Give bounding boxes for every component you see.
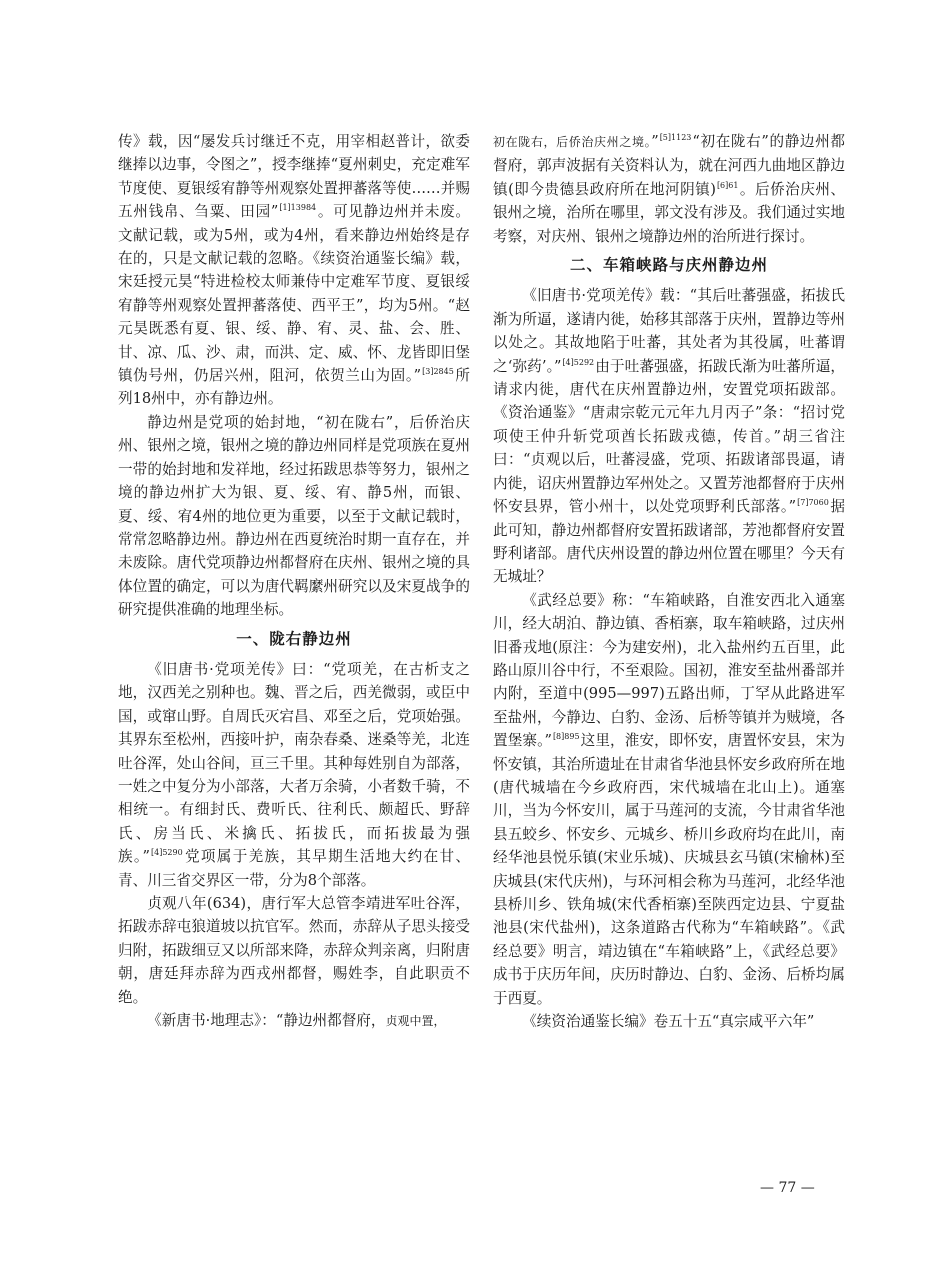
section-heading: 一、陇右静边州 [236,629,352,648]
paragraph: 初在陇右，后侨治庆州之境。”$^{[5]1123}$“初在陇右”的静边州都督府，郭声波据有关资料认为，就在河西九曲地区静边镇(即今贵德县政府所在地河阴镇)$^{[6]61}$。后侨治庆州、银州之境，治所在哪里，郭文没有涉及。我们通过实地考察，对庆州、银州之境静边州的治所进行探讨。 [493,133,845,245]
paragraph: 传》载，因“屡发兵讨继迁不克，用宰相赵普计，欲委继捧以边事，令图之”，授李继捧“夏州刺史，充定难军节度使、夏银绥宥静等州观察处置押蕃落等使……并赐五州钱帛、刍粟、田园”$^{[1]13984}$。可见静边州并未废。文献记载，或为5州，或为4州，看来静边州始终是存在的，只是文献记载的忽略。《续资治通鉴长编》载，宋廷授元昊“特进检校太师兼侍中定难军节度、夏银绥宥静等州观察处置押蕃落使、西平王”，均为5州。“赵元昊既悉有夏、银、绥、静、宥、灵、盐、会、胜、甘、凉、瓜、沙、肃，而洪、定、威、怀、龙皆即旧堡镇伪号州，仍居兴州，阻河，依贺兰山为固。”$^{[3]2845}$所列18州中，亦有静边州。 [118,133,470,408]
right-column [493,130,845,1033]
page-number: — 77 — [760,1180,815,1196]
citation: [4]5290 [150,848,183,858]
inline-note: 贞观中置， [385,1014,446,1029]
paragraph: 《旧唐书·党项羌传》载：“其后吐蕃强盛，拓拔氏渐为所逼，遂请内徙，始移其部落于庆州，置静边等州以处之。其故地陷于吐蕃，其处者为其役属，吐蕃谓之‘弥药’。”$^{[4]5292}$由于吐蕃强盛，拓跋氏渐为吐蕃所逼，请求内徙，唐代在庆州置静边州，安置党项拓跋部。《资治通鉴》“唐肃宗乾元元年九月丙子”条：“招讨党项使王仲升斩党项酋长拓跋戎德，传首。”胡三省注曰：“贞观以后，吐蕃浸盛，党项、拓跋诸部畏逼，请内徙，诏庆州置静边军州处之。又置芳池都督府于庆州怀安县界，管小州十，以处党项野利氏部落。”$^{[7]7060}$据此可知，静边州都督府安置拓跋诸部，芳池都督府安置野利诸部。唐代庆州设置的静边州位置在哪里？今天有无城址？ [493,287,845,586]
inline-note: 初在陇右，后侨治庆州之境。 [493,135,652,149]
paragraph: 《旧唐书·党项羌传》曰：“党项羌，在古析支之地，汉西羌之别种也。魏、晋之后，西羌微弱，或臣中国，或窜山野。自周氏灭宕昌、邓至之后，党项始强。其界东至松州，西接叶护，南杂春桑、迷桑等羌，北连吐谷浑，处山谷间，亘三千里。其种每姓别自为部落，一姓之中复分为小部落，大者万余骑，小者数千骑，不相统一。有细封氏、费听氏、往利氏、颇超氏、野辞氏、房当氏、米擒氏、拓拔氏，而拓拔最为强族。”$^{[4]5290}$党项属于羌族，其早期生活地大约在甘、青、川三省交界区一带，分为8个部落。 [118,660,470,889]
paragraph: 贞观八年(634)，唐行军大总管李靖进军吐谷浑，拓跋赤辞屯狼道坡以抗官军。然而，赤辞从子思头接受归附，拓跋细豆又以所部来降，赤辞众判亲离，归附唐朝，唐廷拜赤辞为西戎州都督，赐姓李，自此职贡不绝。 [118,895,470,1006]
paragraph: 《新唐书·地理志》：“静边州都督府，贞观中置， [147,1012,446,1030]
paragraph: 《续资治通鉴长编》卷五十五“真宗咸平六年” [522,1013,815,1031]
paragraph: 静边州是党项的始封地，“初在陇右”，后侨治庆州、银州之境，银州之境的静边州同样是党项族在夏州一带的始封地和发祥地，经过拓跋思恭等努力，银州之境的静边州扩大为银、夏、绥、宥、静5州，而银、夏、绥、宥4州的地位更为重要，以至于文献记载时，常常忽略静边州。静边州在西夏统治时期一直存在，并未废除。唐代党项静边州都督府在庆州、银州之境的具体位置的确定，可以为唐代羁縻州研究以及宋夏战争的研究提供准确的地理坐标。 [118,413,470,619]
citation: [6]61 [716,180,739,190]
citation: [3]2845 [422,367,454,377]
citation: [4]5292 [562,357,595,367]
paragraph: 《武经总要》称：“车箱峡路，自淮安西北入通塞川，经大胡泊、静边镇、香栢寨，取车箱峡路，过庆州旧番戎地(原注：今为建安州)，北入盐州约五百里，此路山原川谷中行，不至艰险。国初，淮安至盐州番部并内附，至道中(995—997)五路出师，丁罕从此路进军至盐州，今静边、白豹、金汤、后桥等镇并为贼境，各置堡寨。”$^{[8]895}$这里，淮安，即怀安，唐置怀安县，宋为怀安镇，其治所遗址在甘肃省华池县怀安乡政府所在地(唐代城墙在今乡政府西，宋代城墙在北山上)。通塞川，当为今怀安川，属于马莲河的支流，今甘肃省华池县五蛟乡、怀安乡、元城乡、桥川乡政府均在此川，南经华池县悦乐镇(宋业乐城)、庆城县玄马镇(宋榆林)至庆城县(宋代庆州)，与环河相会称为马莲河，北经华池县桥川乡、铁角城(宋代香栢寨)至陕西定边县、宁夏盐池县(宋代盐州)，这条道路古代称为“车箱峡路”。《武经总要》明言，靖边镇在“车箱峡路”上，《武经总要》成书于庆历年间，庆历时静边、白豹、金汤、后桥均属于西夏。 [493,591,845,1007]
citation: [8]895 [552,732,580,742]
citation: [7]7060 [797,498,829,508]
section-heading: 二、车箱峡路与庆州静边州 [569,256,768,275]
citation: [1]13984 [279,203,317,213]
citation: [5]1123 [659,133,692,142]
left-column [118,130,470,1033]
